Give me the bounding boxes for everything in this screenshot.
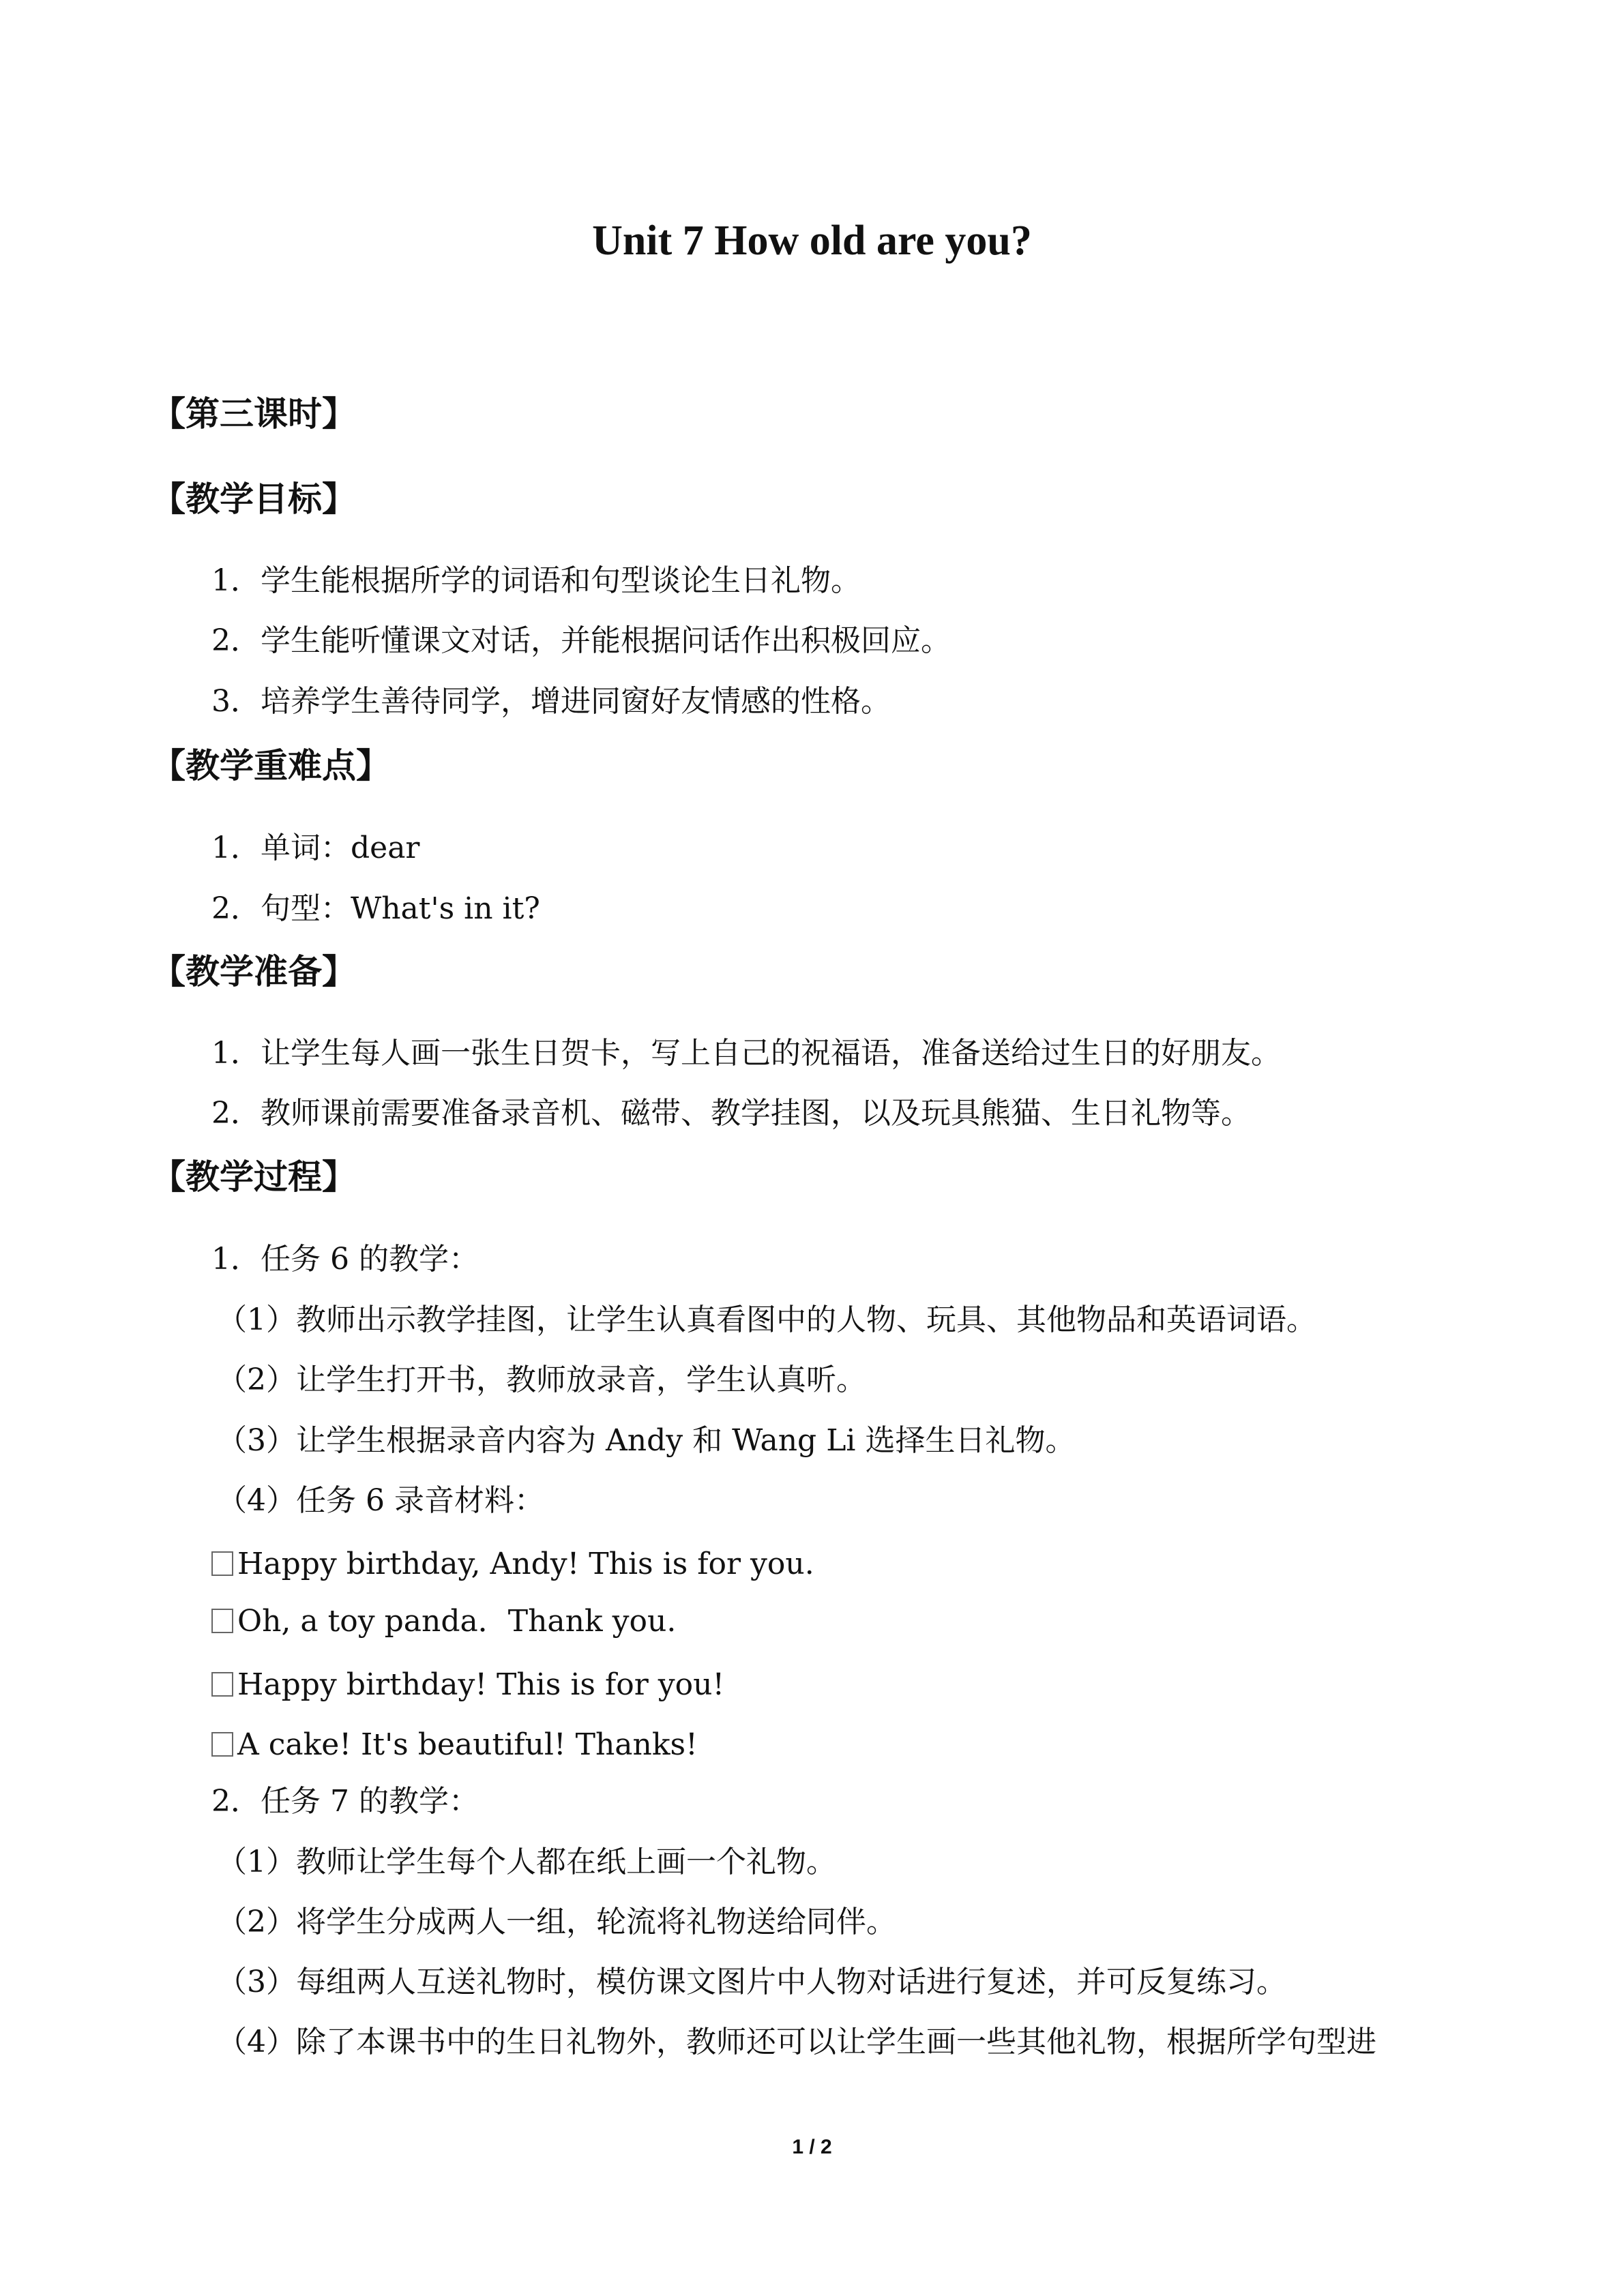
task7-step: （1）教师让学生每个人都在纸上画一个礼物。 (217, 1845, 836, 1879)
recording-line (211, 1721, 698, 1769)
checkbox-square-icon (211, 1672, 233, 1697)
task6-step: （1）教师出示教学挂图，让学生认真看图中的人物、玩具、其他物品和英语词语。 (217, 1302, 1316, 1337)
recording-line (211, 1540, 814, 1588)
task7-title: 2．任务 7 的教学： (211, 1784, 479, 1819)
recording-text: Happy birthday, Andy! This is for you. (237, 1547, 814, 1581)
key-point-item: 1．单词：dear (211, 831, 420, 865)
recording-line (211, 1598, 676, 1645)
heading-key-points: 【教学重难点】 (151, 746, 390, 786)
recording-text: Oh, a toy panda．Thank you. (237, 1604, 677, 1639)
preparation-item: 2．教师课前需要准备录音机、磁带、教学挂图，以及玩具熊猫、生日礼物等。 (211, 1096, 1251, 1131)
task6-step: （3）让学生根据录音内容为 Andy 和 Wang Li 选择生日礼物。 (217, 1423, 1076, 1458)
objective-item: 3．培养学生善待同学，增进同窗好友情感的性格。 (211, 684, 891, 719)
task7-step: （4）除了本课书中的生日礼物外，教师还可以让学生画一些其他礼物，根据所学句型进 (217, 2025, 1376, 2059)
task6-title: 1．任务 6 的教学： (211, 1242, 479, 1277)
recording-text: Happy birthday! This is for you! (237, 1667, 725, 1702)
task6-step: （4）任务 6 录音材料： (217, 1483, 544, 1518)
task6-step: （2）让学生打开书，教师放录音，学生认真听。 (217, 1362, 866, 1397)
task7-step: （2）将学生分成两人一组，轮流将礼物送给同伴。 (217, 1905, 896, 1939)
checkbox-square-icon (211, 1732, 233, 1757)
preparation-item: 1．让学生每人画一张生日贺卡，写上自己的祝福语，准备送给过生日的好朋友。 (211, 1036, 1281, 1071)
checkbox-square-icon (211, 1609, 233, 1633)
recording-line (211, 1661, 724, 1709)
heading-objectives: 【教学目标】 (151, 479, 356, 519)
document-title: Unit 7 How old are you? (592, 218, 1032, 264)
heading-preparation: 【教学准备】 (151, 952, 356, 992)
checkbox-square-icon (211, 1551, 233, 1576)
recording-text: A cake! It's beautiful! Thanks! (237, 1727, 698, 1762)
heading-process: 【教学过程】 (151, 1157, 356, 1197)
task7-step: （3）每组两人互送礼物时，模仿课文图片中人物对话进行复述，并可反复练习。 (217, 1965, 1286, 1999)
objective-item: 2．学生能听懂课文对话，并能根据问话作出积极回应。 (211, 623, 951, 658)
page-number: 1 / 2 (792, 2136, 832, 2158)
objective-item: 1．学生能根据所学的词语和句型谈论生日礼物。 (211, 563, 861, 598)
key-point-item: 2．句型：What's in it? (211, 891, 540, 926)
heading-lesson: 【第三课时】 (151, 394, 356, 434)
